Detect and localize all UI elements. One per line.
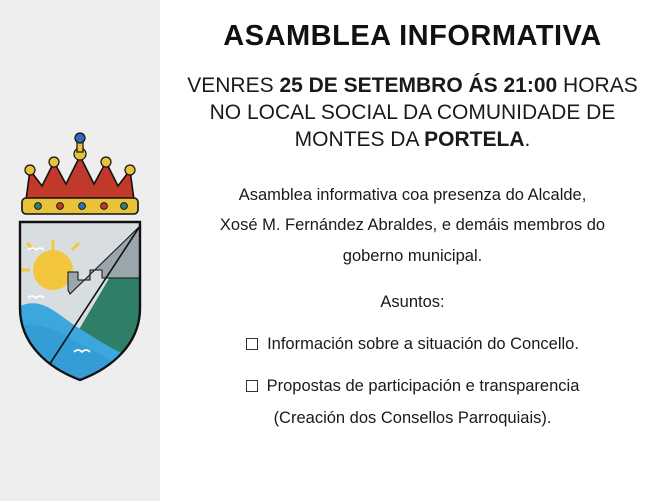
body-line-3: goberno municipal. bbox=[342, 246, 483, 265]
agenda-item-text bbox=[267, 332, 579, 358]
agenda-item-text bbox=[267, 374, 580, 400]
checkbox-icon bbox=[246, 380, 258, 392]
event-details-line-2 bbox=[168, 100, 657, 127]
event-line1-part1: VENRES bbox=[187, 74, 280, 97]
event-line1-part3: HORAS bbox=[557, 74, 638, 97]
event-line2-part1: NO LOCAL SOCIAL DA COMUNIDADE DE bbox=[209, 100, 616, 124]
agenda-list bbox=[160, 332, 665, 428]
body-line-2: Xosé M. Fernández Abraldes, e demáis membros do bbox=[219, 216, 606, 235]
agenda-item-2-subline: (Creación dos Consellos Parroquiais). bbox=[273, 409, 552, 428]
agenda-item bbox=[180, 332, 645, 358]
event-line1-part2: 25 DE SETEMBRO ÁS 21:00 bbox=[279, 74, 558, 97]
event-details-line-3 bbox=[168, 127, 657, 154]
body-paragraph bbox=[160, 180, 665, 272]
event-line3-part3: . bbox=[524, 127, 531, 151]
event-line3-part1: MONTES DA bbox=[294, 127, 425, 151]
event-details-line-1 bbox=[168, 73, 657, 100]
agenda-item-1-line-1: Información sobre a situación do Concello. bbox=[267, 335, 579, 354]
event-details bbox=[160, 73, 665, 154]
coat-of-arms-crest bbox=[8, 130, 153, 390]
agenda-label: Asuntos: bbox=[380, 293, 445, 312]
agenda-item bbox=[180, 374, 645, 400]
body-line-1: Asamblea informativa coa presenza do Alcalde, bbox=[238, 185, 587, 204]
page-title: ASAMBLEA INFORMATIVA bbox=[223, 20, 602, 52]
agenda-item-2-line-1: Propostas de participación e transparencia bbox=[266, 376, 580, 395]
left-panel bbox=[0, 0, 160, 501]
checkbox-icon bbox=[246, 338, 258, 350]
poster-content bbox=[160, 0, 665, 501]
event-line3-part2: PORTELA bbox=[424, 127, 525, 151]
